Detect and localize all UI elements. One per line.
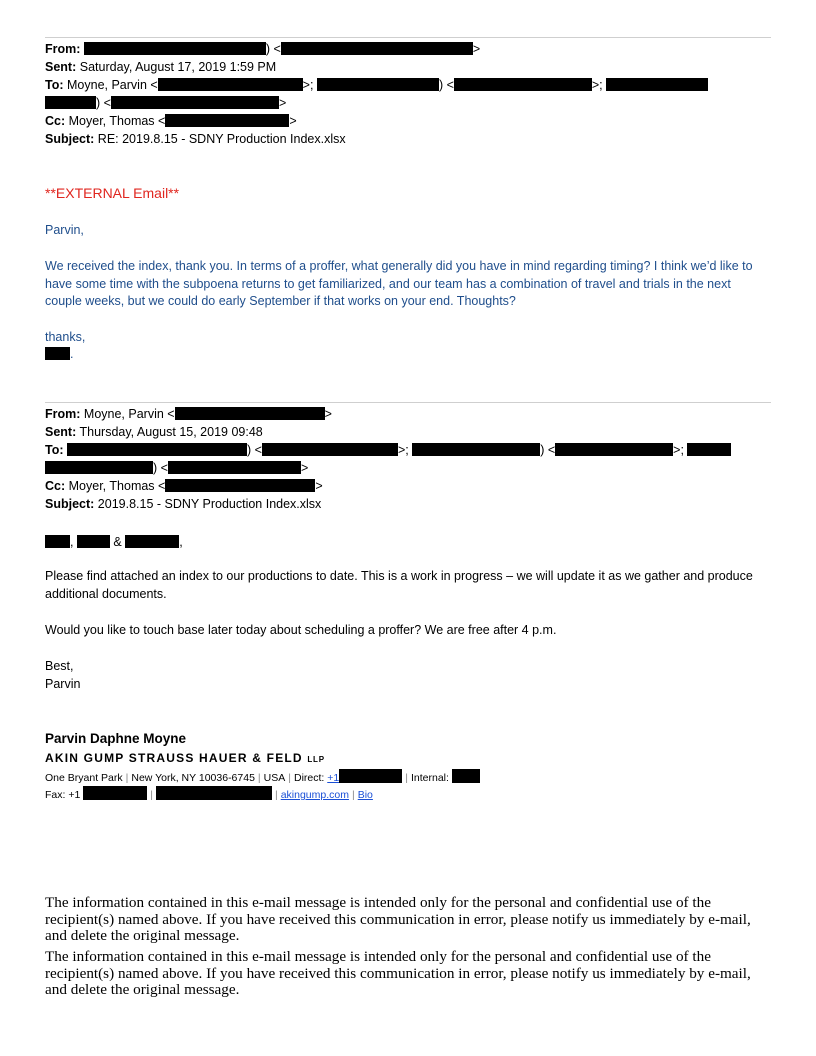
sent-line [45,424,263,442]
redaction [84,42,266,55]
firm-suffix: LLP [307,755,325,764]
redaction [339,769,402,783]
cc-label: Cc: [45,479,66,493]
subject-label: Subject: [45,132,95,146]
legal-disclaimer-repeat: The information contained in this e-mail message is intended only for the personal and confidential use of the recipient(s) named above. If you have received this communication in error, please notify us immediately by e-mail, and delete the original message. [45,948,751,998]
cc-value: Moyer, Thomas < [68,114,166,128]
redaction [168,461,301,474]
to-line: To: Moyne, Parvin < >; ) < >; [45,77,708,95]
closing: Best, [45,659,74,673]
cc-label: Cc: [45,114,66,128]
redaction [158,78,303,91]
redaction [687,443,731,456]
sent-label: Sent: [45,425,77,439]
redaction [165,479,315,492]
redaction [45,535,70,548]
legal-disclaimer: The information contained in this e-mail message is intended only for the personal and confidential use of the recipient(s) named above. If you have received this communication in error, please notify us immediately by e-mail, and delete the original message. [45,894,751,944]
signature-name: Parvin Daphne Moyne [45,731,187,746]
redaction [111,96,279,109]
external-email-tag: **EXTERNAL Email** [45,185,180,201]
from-label: From: [45,42,81,56]
greeting: Parvin, [45,223,84,237]
sent-value: Thursday, August 15, 2019 09:48 [79,425,263,439]
redaction [45,461,153,474]
from-line: From: ) < > [45,42,481,56]
redaction [262,443,398,456]
website-link[interactable]: akingump.com [280,789,349,801]
sent-label: Sent: [45,60,77,74]
subject-value: RE: 2019.8.15 - SDNY Production Index.xlsx [97,132,346,146]
message-body: We received the index, thank you. In terms of a proffer, what generally did you have in mind regarding timing? I think we’d like to have some time with the subpoena returns to get familiarized, and our team has a combination of travel and trials in the next couple weeks, but we could do early September if that works on your end. Thoughts? [45,259,753,308]
internal-label: Internal: [410,772,449,784]
address-city: New York, NY 10036-6745 [131,772,255,784]
redaction [412,443,540,456]
redaction [125,535,179,548]
fax-label: Fax: +1 [45,789,81,801]
cc-line: Cc: Moyer, Thomas < > [45,114,297,128]
to-label: To: [45,443,64,457]
redaction [317,78,439,91]
redaction [45,96,96,109]
to-line-continued: ) < > [45,95,286,113]
redaction [45,347,70,360]
subject-value: 2019.8.15 - SDNY Production Index.xlsx [97,497,322,511]
subject-line [45,131,346,149]
redaction [175,407,325,420]
cc-value: Moyer, Thomas < [68,479,166,493]
signature-address-line: One Bryant Park | New York, NY 10036-6745 | USA | Direct: +1 | Internal: [45,769,771,787]
salutation: , & , [45,534,183,552]
redaction [83,786,147,800]
redaction [156,786,272,800]
redaction [67,443,247,456]
redaction [452,769,480,783]
from-label: From: [45,407,81,421]
message-body-question: Would you like to touch base later today about scheduling a proffer? We are free after 4 p.m. [45,623,557,637]
from-value: Moyne, Parvin < [83,407,175,421]
signoff-initials: . [45,346,771,364]
firm-name-text: AKIN GUMP STRAUSS HAUER & FELD [45,751,303,765]
direct-label: Direct: [293,772,325,784]
address-street: One Bryant Park [45,772,123,784]
sent-value: Saturday, August 17, 2019 1:59 PM [79,60,277,74]
to-line-continued: ) < > [45,460,308,478]
cc-line: Cc: Moyer, Thomas < > [45,479,323,493]
to-value: Moyne, Parvin < [67,78,158,92]
firm-name [45,750,771,769]
bio-link[interactable]: Bio [357,789,373,801]
redaction [555,443,673,456]
subject-line [45,496,321,514]
direct-phone-link[interactable]: +1 [327,772,340,784]
to-line: To: ) < >; ) < >; [45,442,731,460]
message-body: Please find attached an index to our productions to date. This is a work in progress – we will update it as we gather and produce additional documents. [45,569,753,601]
redaction [77,535,110,548]
redaction [165,114,289,127]
header-divider [45,37,771,38]
sent-line [45,59,276,77]
redaction [454,78,592,91]
closing-name: Parvin [45,677,81,691]
signature-contact-line: Fax: +1 | | akingump.com | Bio [45,786,771,804]
to-label: To: [45,78,64,92]
redaction [606,78,708,91]
redaction [281,42,473,55]
header-divider [45,402,771,403]
address-country: USA [263,772,286,784]
signoff: thanks, [45,330,86,344]
from-line: From: Moyne, Parvin < > [45,407,332,421]
subject-label: Subject: [45,497,95,511]
